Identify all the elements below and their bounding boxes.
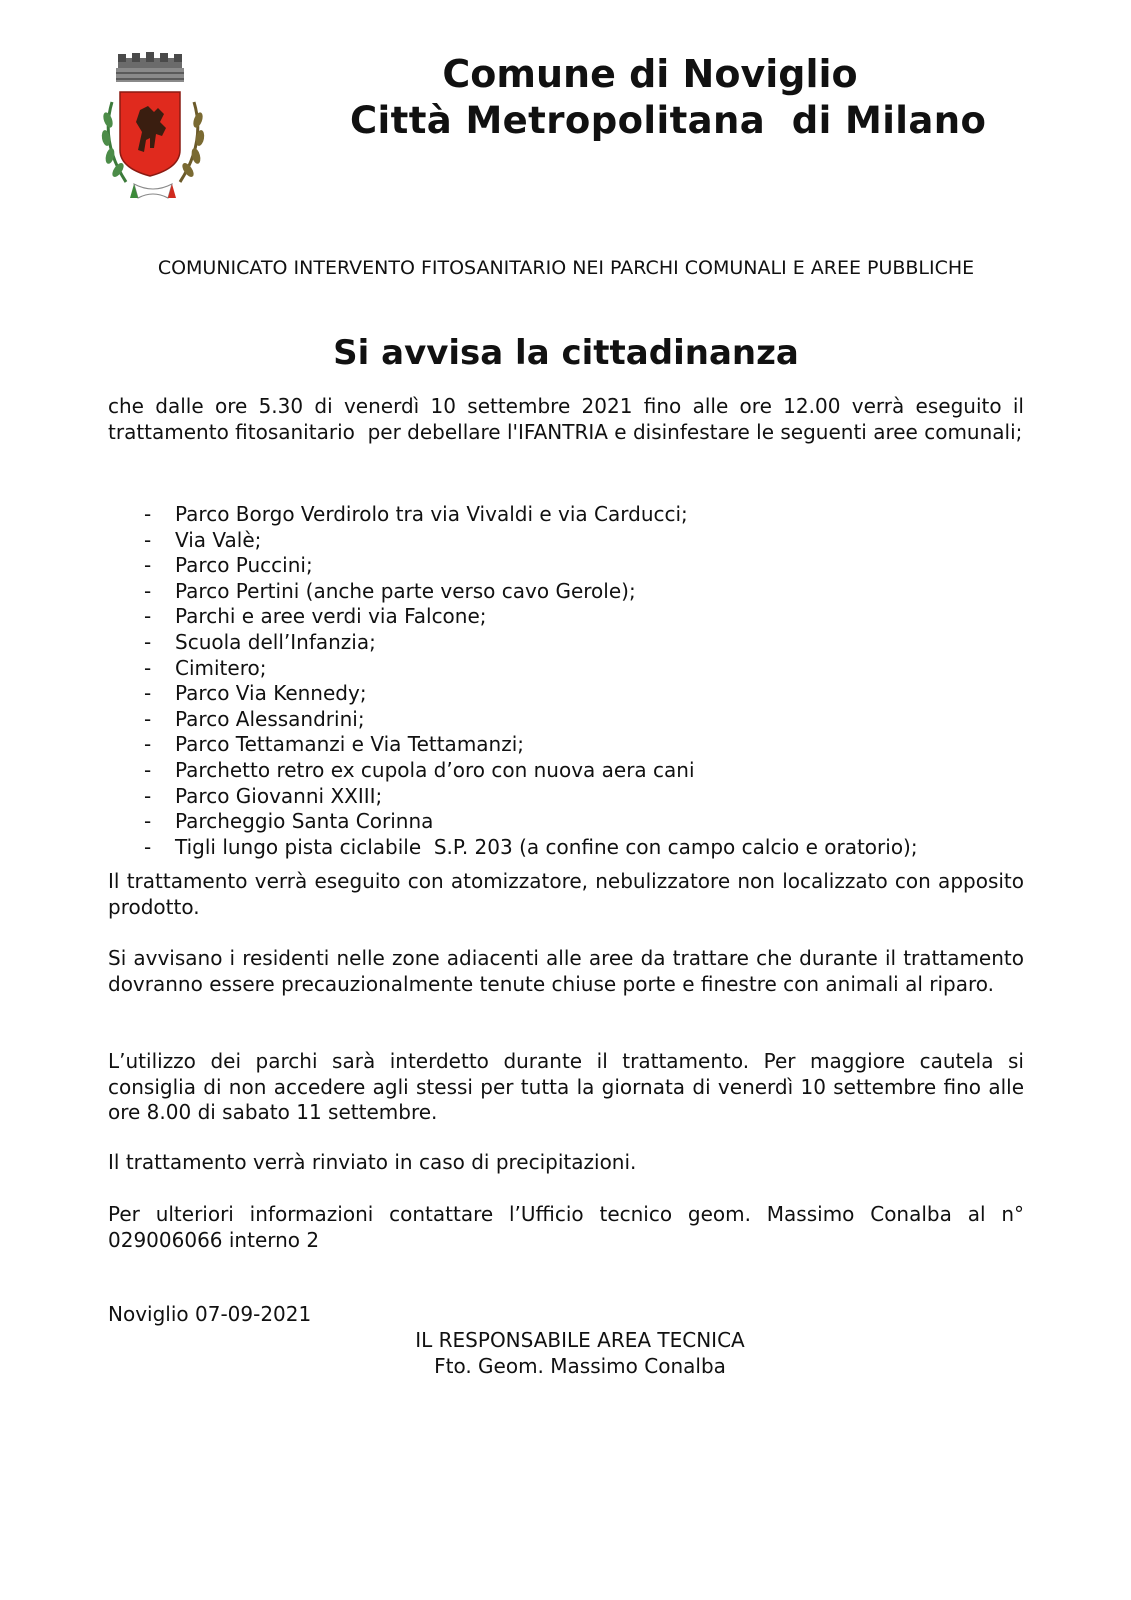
list-item bbox=[108, 758, 1024, 784]
bullet-dash: - bbox=[144, 553, 152, 578]
bullet-dash: - bbox=[144, 527, 152, 552]
bullet-dash: - bbox=[144, 502, 152, 526]
list-item-text: Via Valè; bbox=[175, 527, 262, 552]
intro-paragraph: che dalle ore 5.30 di venerdì 10 settembre 2021 fino alle ore 12.00 verrà eseguito il trattamento fitosanitario per debellare l'IFANTRIA e disinfestare le seguenti aree comunali; bbox=[108, 394, 1031, 444]
bullet-dash: - bbox=[144, 578, 152, 603]
list-item-text: Parcheggio Santa Corinna bbox=[175, 809, 434, 834]
list-item bbox=[108, 630, 1024, 656]
bullet-dash: - bbox=[144, 655, 152, 680]
list-item bbox=[108, 502, 1024, 528]
list-item-text: Scuola dell’Infanzia; bbox=[175, 629, 376, 654]
list-item bbox=[108, 656, 1024, 682]
bullet-dash: - bbox=[144, 783, 152, 808]
list-item bbox=[108, 809, 1024, 835]
list-item-text: Parchi e aree verdi via Falcone; bbox=[175, 604, 487, 629]
list-item bbox=[108, 835, 1024, 861]
list-item-text: Cimitero; bbox=[175, 655, 267, 680]
bullet-dash: - bbox=[144, 834, 152, 859]
bullet-dash: - bbox=[144, 604, 152, 629]
notice-headline: Si avvisa la cittadinanza bbox=[333, 333, 799, 373]
comunicato-heading: COMUNICATO INTERVENTO FITOSANITARIO NEI PARCHI COMUNALI E AREE PUBBLICHE bbox=[157, 257, 975, 279]
list-item bbox=[108, 707, 1024, 733]
municipality-title: Comune di Noviglio bbox=[442, 52, 858, 96]
bullet-dash: - bbox=[144, 629, 152, 654]
list-item-text: Parco Pertini (anche parte verso cavo Gerole); bbox=[175, 578, 636, 603]
list-item-text: Parchetto retro ex cupola d’oro con nuova aera cani bbox=[175, 757, 695, 782]
list-item bbox=[108, 553, 1024, 579]
list-item bbox=[108, 579, 1024, 605]
list-item-text: Parco Via Kennedy; bbox=[175, 681, 367, 706]
bullet-dash: - bbox=[144, 809, 152, 834]
signature-role: IL RESPONSABILE AREA TECNICA bbox=[415, 1328, 745, 1352]
list-item bbox=[108, 784, 1024, 810]
list-item bbox=[108, 528, 1024, 554]
document-date: Noviglio 07-09-2021 bbox=[108, 1302, 312, 1326]
list-item-text: Parco Alessandrini; bbox=[175, 706, 365, 731]
bullet-dash: - bbox=[144, 757, 152, 782]
signature-block bbox=[300, 1327, 860, 1379]
treated-areas-list bbox=[108, 502, 1024, 860]
list-item-text: Parco Giovanni XXIII; bbox=[175, 783, 383, 808]
list-item bbox=[108, 732, 1024, 758]
list-item bbox=[108, 604, 1024, 630]
residents-warning-paragraph: Si avvisano i residenti nelle zone adiacenti alle aree da trattare che durante il trattamento dovranno essere precauzionalmente tenute chiuse porte e finestre con animali al riparo. bbox=[108, 946, 1024, 996]
bullet-dash: - bbox=[144, 706, 152, 731]
bullet-dash: - bbox=[144, 732, 152, 757]
contact-paragraph: Per ulteriori informazioni contattare l’Ufficio tecnico geom. Massimo Conalba al n° 029006066 interno 2 bbox=[108, 1202, 1024, 1252]
coat-of-arms-icon bbox=[96, 52, 210, 202]
list-item-text: Tigli lungo pista ciclabile S.P. 203 (a confine con campo calcio e oratorio); bbox=[175, 834, 918, 859]
list-item-text: Parco Borgo Verdirolo tra via Vivaldi e via Carducci; bbox=[175, 502, 688, 526]
park-closure-paragraph: L’utilizzo dei parchi sarà interdetto durante il trattamento. Per maggiore cautela si consiglia di non accedere agli stessi per tutta la giornata di venerdì 10 settembre fino alle ore 8.00 di sabato 11 settembre. bbox=[108, 1049, 1024, 1124]
signature-name: Fto. Geom. Massimo Conalba bbox=[434, 1354, 726, 1378]
list-item-text: Parco Puccini; bbox=[175, 553, 313, 578]
treatment-method-paragraph: Il trattamento verrà eseguito con atomizzatore, nebulizzatore non localizzato con apposito prodotto. bbox=[108, 869, 1024, 919]
bullet-dash: - bbox=[144, 681, 152, 706]
postponement-paragraph: Il trattamento verrà rinviato in caso di precipitazioni. bbox=[108, 1150, 637, 1174]
list-item bbox=[108, 681, 1024, 707]
list-item-text: Parco Tettamanzi e Via Tettamanzi; bbox=[175, 732, 525, 757]
municipality-subtitle: Città Metropolitana di Milano bbox=[350, 99, 987, 142]
